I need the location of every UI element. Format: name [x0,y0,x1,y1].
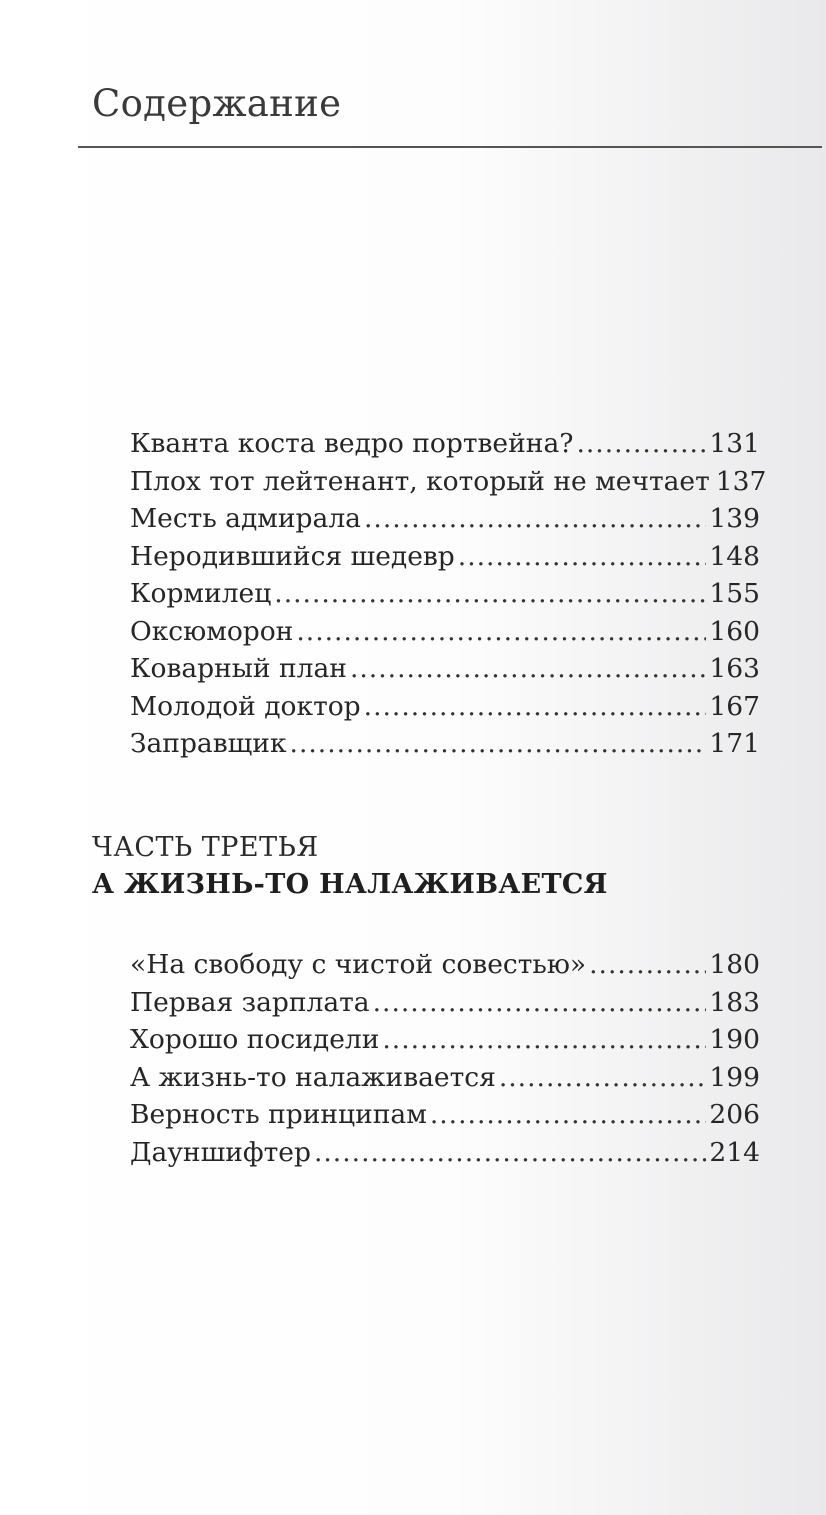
toc-entry-title: Заправщик [130,728,287,759]
part-label: ЧАСТЬ ТРЕТЬЯ [92,832,319,863]
toc-entry-title: Плох тот лейтенант, который не мечтает [130,465,710,497]
toc-entry-page: 155 [709,578,760,609]
toc-entry[interactable] [130,538,760,576]
toc-entry-title: Верность принципам [130,1099,427,1130]
toc-part3-list [130,946,760,1171]
toc-entry-page: 199 [709,1061,760,1093]
toc-entry-page: 148 [709,540,760,572]
toc-entry-page: 214 [709,1136,760,1168]
toc-entry-title: Хорошо посидели [130,1024,380,1055]
toc-entry-title: Оксюморон [130,615,294,647]
page-title: Содержание [92,82,342,125]
toc-dot-leader [589,946,706,984]
toc-dot-leader [274,575,706,613]
toc-entry[interactable] [130,613,760,651]
toc-entry-page: 206 [709,1099,760,1130]
toc-dot-leader [373,984,707,1022]
toc-dot-leader [350,650,706,688]
toc-entry-page: 131 [709,428,760,459]
toc-dot-leader [290,725,707,763]
toc-entry-title: Дауншифтер [130,1136,311,1168]
part-title: А ЖИЗНЬ-ТО НАЛАЖИВАЕТСЯ [92,869,608,900]
toc-entry-page: 180 [709,949,760,980]
toc-entry-page: 167 [709,690,760,722]
toc-entry-title: А жизнь-то налаживается [130,1061,496,1093]
toc-entry[interactable] [130,650,760,688]
toc-entry[interactable] [130,946,760,984]
toc-entry-title: Кормилец [130,578,272,609]
toc-dot-leader [314,1134,706,1172]
toc-entry[interactable] [130,425,760,463]
toc-entry[interactable] [130,1096,760,1134]
toc-entry-page: 171 [709,728,760,759]
toc-dot-leader [458,538,707,576]
toc-dot-leader [576,425,706,463]
toc-entry-title: Неродившийся шедевр [130,540,455,572]
header-divider [78,146,822,148]
toc-entry-title: Молодой доктор [130,690,361,722]
toc-dot-leader [430,1096,707,1134]
toc-entry[interactable] [130,463,767,501]
toc-entry[interactable] [130,1134,760,1172]
toc-dot-leader [364,500,706,538]
toc-entry-page: 160 [709,615,760,647]
toc-entry[interactable] [130,1059,760,1097]
toc-entry-page: 137 [715,465,767,497]
toc-entry-title: «На свободу с чистой совестью» [130,949,587,980]
toc-entry[interactable] [130,575,760,613]
toc-entry[interactable] [130,725,760,763]
toc-entry-title: Месть адмирала [130,503,361,534]
toc-part2-list [130,425,767,763]
toc-entry-title: Коварный план [130,653,347,684]
toc-entry-page: 183 [709,986,760,1018]
toc-entry-page: 190 [709,1024,760,1055]
toc-entry-title: Первая зарплата [130,986,370,1018]
toc-entry-title: Кванта коста ведро портвейна? [130,428,574,459]
toc-entry[interactable] [130,1021,760,1059]
toc-dot-leader [382,1021,706,1059]
toc-dot-leader [499,1059,707,1097]
toc-entry[interactable] [130,984,760,1022]
toc-dot-leader [296,613,706,651]
toc-entry[interactable] [130,688,760,726]
toc-entry[interactable] [130,500,760,538]
toc-entry-page: 139 [709,503,760,534]
toc-entry-page: 163 [709,653,760,684]
toc-dot-leader [364,688,707,726]
